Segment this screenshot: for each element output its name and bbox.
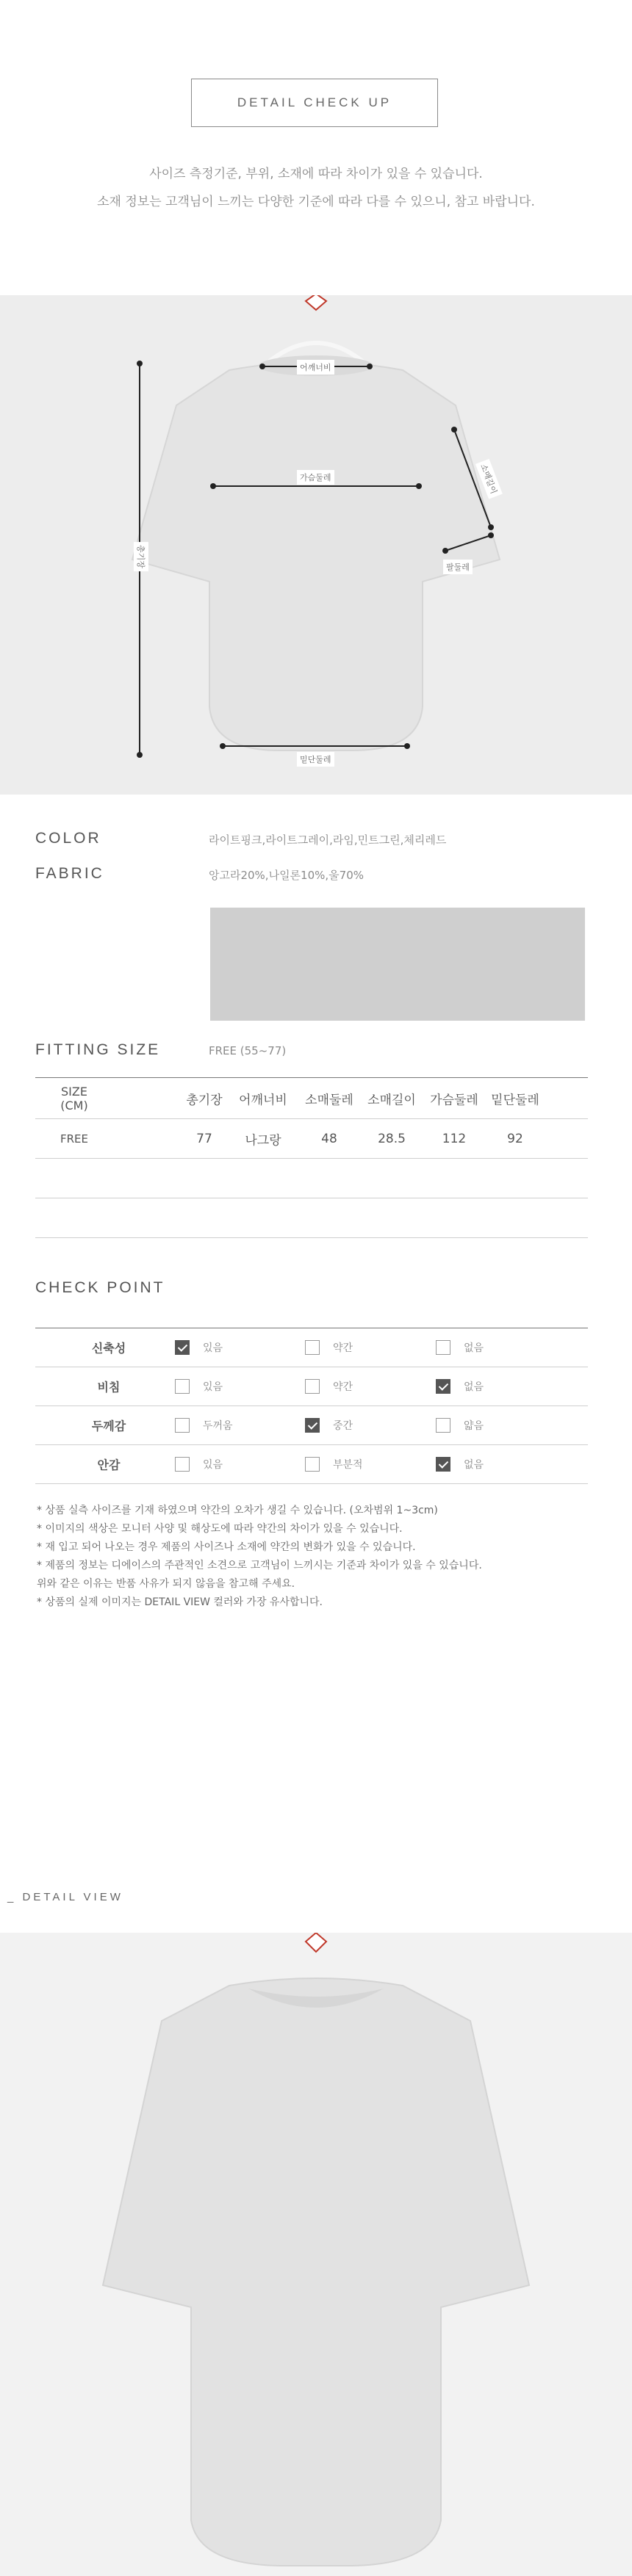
notice-line-1: 사이즈 측정기준, 부위, 소재에 따라 차이가 있을 수 있습니다. — [149, 167, 483, 181]
check-option-label: 없음 — [464, 1381, 484, 1393]
detail-check-up-title: DETAIL CHECK UP — [191, 79, 438, 127]
check-row-label: 비침 — [97, 1380, 121, 1394]
note-line: * 제품의 정보는 디에이스의 주관적인 소견으로 고객님이 느끼시는 기준과 차이가 있을 수 있습니다. — [37, 1560, 482, 1571]
check-row — [35, 1328, 588, 1367]
note-line: * 상품의 실제 이미지는 DETAIL VIEW 컬러와 가장 유사합니다. — [37, 1596, 323, 1608]
detail-garment-body — [103, 1978, 529, 2566]
detail-view-title: _ DETAIL VIEW — [7, 1891, 123, 1903]
check-option-label: 있음 — [203, 1381, 223, 1393]
check-option-label: 얇음 — [464, 1420, 484, 1432]
checkbox[interactable] — [436, 1457, 450, 1472]
detail-photo — [0, 1933, 632, 2576]
checkbox[interactable] — [175, 1340, 190, 1355]
measurement-diagram — [0, 295, 632, 795]
length-label: 총기장 — [134, 542, 148, 571]
size-cell-hem: 92 — [507, 1131, 523, 1146]
color-title: COLOR — [35, 830, 101, 847]
size-header-size: SIZE (CM) — [60, 1084, 88, 1112]
note-line: 위와 같은 이유는 반품 사유가 되지 않음을 참고해 주세요. — [37, 1578, 295, 1590]
check-row-label: 신축성 — [91, 1341, 126, 1356]
check-option-label: 두꺼움 — [203, 1420, 233, 1432]
checkbox[interactable] — [175, 1418, 190, 1433]
size-header-chest: 가슴둘레 — [430, 1093, 478, 1107]
color-value: 라이트핑크,라이트그레이,라임,민트그린,체리레드 — [209, 833, 447, 847]
size-cell-chest: 112 — [442, 1131, 467, 1146]
checkbox[interactable] — [436, 1340, 450, 1355]
size-table-header — [35, 1078, 588, 1119]
note-line: * 이미지의 색상은 모니터 사양 및 해상도에 따라 약간의 차이가 있을 수 있습니다. — [37, 1523, 403, 1535]
size-header-hem: 밑단둘레 — [491, 1093, 539, 1107]
check-option-label: 없음 — [464, 1342, 484, 1354]
note-line: * 상품 실측 사이즈를 기재 하였으며 약간의 오차가 생길 수 있습니다. (오차범위 1~3cm) — [37, 1505, 438, 1516]
check-option-label: 있음 — [203, 1459, 223, 1471]
table-row — [35, 1119, 588, 1159]
size-table — [35, 1077, 588, 1238]
size-header-sleeve-length: 소매길이 — [367, 1093, 416, 1107]
size-cell-sleeve-width: 48 — [321, 1131, 337, 1146]
size-header-shoulder: 어깨너비 — [239, 1093, 287, 1107]
check-row — [35, 1367, 588, 1406]
size-cell-shoulder: 나그랑 — [245, 1133, 281, 1148]
logo-icon — [306, 1933, 326, 1952]
chest-label: 가슴둘레 — [297, 470, 334, 485]
check-option-label: 약간 — [333, 1381, 353, 1393]
garment-body — [132, 362, 500, 750]
fabric-title: FABRIC — [35, 865, 104, 882]
check-row — [35, 1406, 588, 1445]
check-option-label: 부분적 — [333, 1459, 363, 1471]
checkbox[interactable] — [305, 1418, 320, 1433]
check-option-label: 있음 — [203, 1342, 223, 1354]
check-option-label: 없음 — [464, 1459, 484, 1471]
checkbox[interactable] — [305, 1379, 320, 1394]
check-option-label: 중간 — [333, 1420, 353, 1432]
check-row-label: 안감 — [97, 1458, 121, 1472]
fabric-value: 앙고라20%,나일론10%,울70% — [209, 869, 364, 882]
notice-line-2: 소재 정보는 고객님이 느끼는 다양한 기준에 따라 다를 수 있으니, 참고 바랍니다. — [97, 195, 535, 209]
checkbox[interactable] — [175, 1457, 190, 1472]
fitting-size-value: FREE (55~77) — [209, 1044, 287, 1057]
sleeve-width-label: 팔둘레 — [443, 560, 473, 574]
checkbox[interactable] — [436, 1379, 450, 1394]
sleeve-length-label: 소매길이 — [475, 459, 503, 499]
check-row-label: 두께감 — [91, 1419, 126, 1433]
check-row — [35, 1445, 588, 1484]
shoulder-label: 어깨너비 — [297, 360, 334, 375]
table-row-empty — [35, 1198, 588, 1238]
check-point-table — [35, 1328, 588, 1484]
fabric-swatch — [210, 908, 585, 1021]
size-cell-sleeve-length: 28.5 — [378, 1131, 406, 1146]
checkbox[interactable] — [305, 1457, 320, 1472]
logo-icon — [306, 295, 326, 310]
fitting-size-title: FITTING SIZE — [35, 1041, 161, 1058]
size-cell-length: 77 — [196, 1131, 212, 1146]
checkbox[interactable] — [436, 1418, 450, 1433]
checkbox[interactable] — [175, 1379, 190, 1394]
size-header-length: 총기장 — [186, 1093, 223, 1107]
size-cell-size: FREE — [60, 1132, 88, 1146]
table-row-empty — [35, 1159, 588, 1198]
check-option-label: 약간 — [333, 1342, 353, 1354]
detail-garment-illustration — [0, 1933, 632, 2576]
hem-label: 밑단둘레 — [297, 752, 334, 767]
size-header-sleeve-width: 소매둘레 — [305, 1093, 353, 1107]
check-point-title: CHECK POINT — [35, 1279, 165, 1296]
checkbox[interactable] — [305, 1340, 320, 1355]
note-line: * 재 입고 되어 나오는 경우 제품의 사이즈나 소재에 약간의 변화가 있을 수 있습니다. — [37, 1541, 416, 1553]
